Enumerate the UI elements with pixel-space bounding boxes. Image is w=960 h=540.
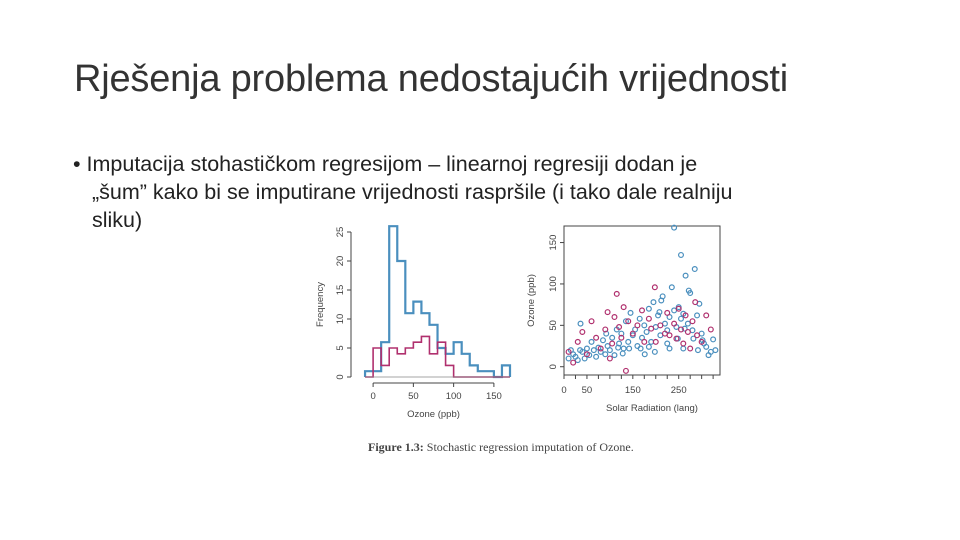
scatter-point-observed	[578, 321, 583, 326]
scatter-point-imputed	[690, 319, 695, 324]
scatter-point-imputed	[605, 310, 610, 315]
scatter-point-imputed	[681, 341, 686, 346]
x-tick-label: 250	[670, 385, 687, 396]
x-axis-title: Solar Radiation (lang)	[606, 403, 698, 414]
x-axis-title: Ozone (ppb)	[407, 409, 460, 420]
y-tick-label: 10	[335, 313, 346, 325]
scatter-point-imputed	[624, 368, 629, 373]
scatter-point-observed	[683, 273, 688, 278]
scatter-point-observed	[594, 354, 599, 359]
scatter-point-imputed	[607, 356, 612, 361]
y-axis-title: Frequency	[315, 282, 326, 327]
scatter-point-imputed	[642, 339, 647, 344]
scatter-point-imputed	[571, 360, 576, 365]
figure-caption-text: Stochastic regression imputation of Ozone.	[426, 440, 634, 454]
scatter-point-imputed	[614, 291, 619, 296]
scatter-point-imputed	[695, 333, 700, 338]
x-tick-label: 150	[485, 391, 502, 402]
scatter-point-observed	[679, 253, 684, 258]
scatter-point-observed	[679, 316, 684, 321]
y-tick-label: 5	[335, 345, 346, 351]
scatter-point-observed	[603, 352, 608, 357]
figure	[305, 222, 725, 462]
scatter-point-observed	[626, 339, 631, 344]
scatter-point-imputed	[589, 319, 594, 324]
y-tick-label: 20	[335, 255, 346, 267]
scatter-point-observed	[627, 346, 632, 351]
figure-caption	[368, 440, 634, 455]
scatter-point-observed	[692, 267, 697, 272]
scatter-point-imputed	[646, 316, 651, 321]
scatter-point-imputed	[649, 326, 654, 331]
x-tick-label: 150	[624, 385, 641, 396]
y-tick-label: 0	[335, 374, 346, 380]
figure-caption-label: Figure 1.3:	[368, 440, 424, 454]
y-tick-label: 50	[548, 320, 559, 331]
scatter-point-observed	[646, 306, 651, 311]
scatter-point-observed	[713, 348, 718, 353]
scatter-point-imputed	[667, 333, 672, 338]
scatter-point-observed	[651, 300, 656, 305]
x-tick-label: 50	[581, 385, 593, 396]
x-tick-label: 100	[445, 391, 462, 402]
scatter-point-observed	[637, 316, 642, 321]
y-tick-label: 150	[548, 234, 559, 251]
slide-title: Rješenja problema nedostajućih vrijednosti	[74, 58, 789, 100]
scatter-point-observed	[696, 348, 701, 353]
scatter-point-imputed	[635, 323, 640, 328]
scatter-point-imputed	[665, 311, 670, 316]
scatter-point-observed	[642, 323, 647, 328]
scatter-point-observed	[644, 330, 649, 335]
scatter-point-imputed	[621, 305, 626, 310]
scatter-point-observed	[612, 353, 617, 358]
scatter-chart	[520, 222, 730, 422]
scatter-point-observed	[685, 321, 690, 326]
scatter-point-imputed	[640, 308, 645, 313]
scatter-point-observed	[607, 348, 612, 353]
scatter-point-imputed	[575, 339, 580, 344]
scatter-point-observed	[610, 335, 615, 340]
x-tick-label: 0	[370, 391, 376, 402]
scatter-point-observed	[646, 344, 651, 349]
scatter-point-observed	[667, 346, 672, 351]
scatter-point-observed	[652, 349, 657, 354]
scatter-point-imputed	[610, 341, 615, 346]
bullet-item	[73, 150, 873, 178]
scatter-point-observed	[585, 346, 590, 351]
bullet-text-line-1: Imputacija stohastičkom regresijom – linearnoj regresiji dodan je	[86, 152, 698, 176]
scatter-point-observed	[628, 311, 633, 316]
scatter-point-imputed	[685, 330, 690, 335]
scatter-point-imputed	[658, 323, 663, 328]
scatter-point-observed	[589, 339, 594, 344]
scatter-point-imputed	[704, 313, 709, 318]
x-tick-label: 0	[561, 385, 567, 396]
y-axis-title: Ozone (ppb)	[526, 274, 537, 327]
scatter-point-observed	[695, 313, 700, 318]
scatter-point-imputed	[612, 315, 617, 320]
scatter-point-observed	[711, 337, 716, 342]
y-tick-label: 25	[335, 226, 346, 238]
bullet-marker: •	[73, 152, 81, 176]
y-tick-label: 0	[548, 364, 559, 370]
scatter-point-imputed	[594, 335, 599, 340]
scatter-point-observed	[620, 351, 625, 356]
x-tick-label: 50	[408, 391, 419, 402]
bullet-text-line-3: sliku)	[92, 208, 143, 232]
scatter-point-imputed	[580, 330, 585, 335]
scatter-point-observed	[621, 346, 626, 351]
histogram-chart	[305, 222, 515, 422]
y-tick-label: 15	[335, 284, 346, 296]
y-tick-label: 100	[548, 276, 559, 292]
scatter-point-observed	[642, 352, 647, 357]
scatter-point-imputed	[688, 346, 693, 351]
scatter-point-imputed	[708, 327, 713, 332]
scatter-point-observed	[681, 346, 686, 351]
scatter-point-observed	[591, 348, 596, 353]
bullet-text-line-2: „šum” kako bi se imputirane vrijednosti raspršile (i tako dale realniju	[92, 180, 733, 204]
scatter-point-observed	[669, 285, 674, 290]
scatter-point-observed	[665, 341, 670, 346]
scatter-point-imputed	[652, 285, 657, 290]
scatter-point-observed	[566, 356, 571, 361]
scatter-point-observed	[601, 338, 606, 343]
